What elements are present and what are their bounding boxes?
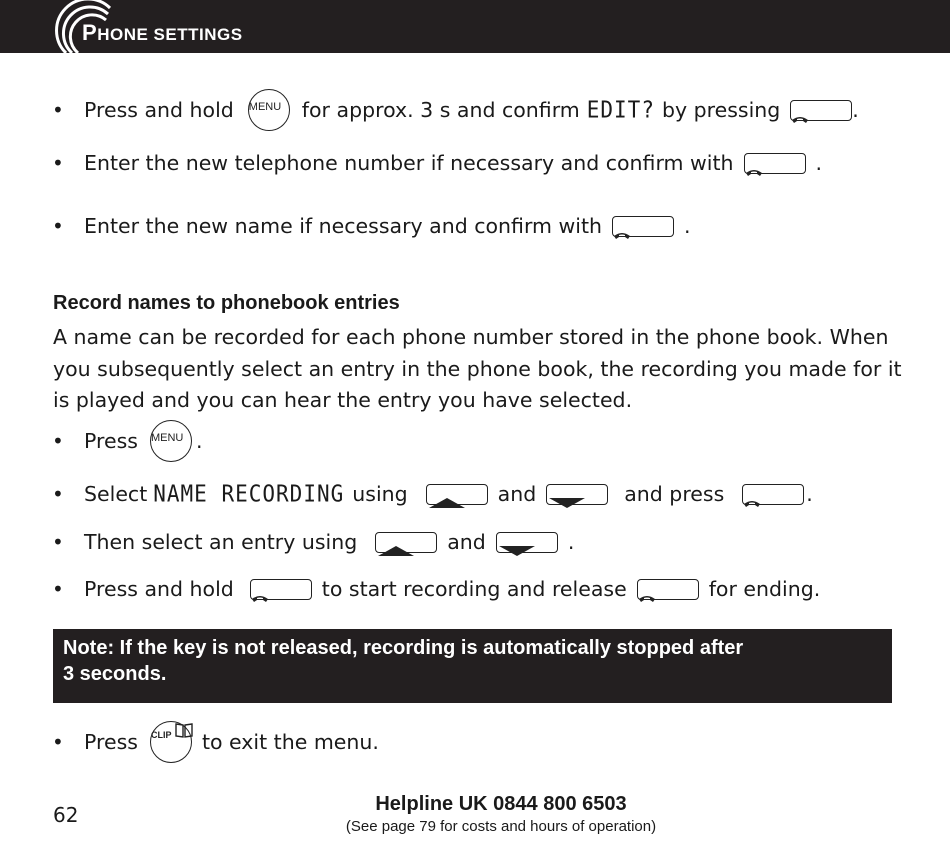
down-key-icon (496, 532, 558, 553)
bullet: • (52, 730, 64, 754)
instruction-text: . (567, 530, 575, 554)
instruction-text: to start recording and release (321, 577, 627, 601)
clip-key-icon (150, 721, 192, 763)
up-key-icon (375, 532, 437, 553)
instruction-text: Select (84, 482, 148, 506)
instruction-text: . (806, 482, 813, 506)
instruction-text: to exit the menu. (201, 730, 379, 754)
bullet: • (52, 530, 64, 554)
instruction-text: . (852, 98, 859, 122)
section-heading: Record names to phonebook entries (53, 292, 400, 314)
bullet: • (52, 482, 64, 506)
lcd-display-text: NAME RECORDING (153, 480, 345, 508)
note-box (53, 629, 892, 703)
bullet: • (52, 98, 64, 122)
up-arrow-icon (427, 497, 467, 509)
note-line: Note: If the key is not released, recording is automatically stopped after (63, 637, 744, 659)
phone-key-icon (250, 579, 312, 600)
menu-key-label: MENU (150, 432, 184, 444)
handset-icon (251, 594, 269, 604)
instruction-text: Enter the new name if necessary and confirm with (84, 214, 603, 238)
up-key-icon (426, 484, 488, 505)
handset-icon (743, 499, 761, 509)
phonebook-icon (174, 722, 194, 738)
menu-key-icon (150, 420, 192, 462)
phone-key-icon (612, 216, 674, 237)
down-arrow-icon (547, 497, 587, 509)
instruction-text: . (684, 214, 691, 238)
bullet: • (52, 214, 64, 238)
instruction-text: and (497, 482, 537, 506)
instruction-text: Enter the new telephone number if necessary and confirm with (84, 151, 734, 175)
clip-key-label: CLIP (150, 730, 172, 740)
menu-key-label: MENU (248, 101, 282, 113)
lcd-display-text: EDIT? (586, 96, 655, 124)
page-number: 62 (53, 803, 79, 827)
phone-key-icon (790, 100, 852, 121)
instruction-text: and press (624, 482, 725, 506)
handset-icon (613, 231, 631, 241)
phone-key-icon (742, 484, 804, 505)
down-key-icon (546, 484, 608, 505)
title-rest: HONE SETTINGS (97, 25, 243, 44)
instruction-text: for approx. 3 s and confirm (301, 98, 580, 122)
instruction-text: Press and hold (84, 98, 234, 122)
section-paragraph: A name can be recorded for each phone number stored in the phone book. When you subsequently select an entry in the phone book, the recording you made for it is played and you can hear the entry you have selected. (53, 325, 902, 412)
page-section-title (82, 20, 243, 46)
instruction-text: Then select an entry using (84, 530, 358, 554)
down-arrow-icon (497, 545, 537, 557)
instruction-text: and (447, 530, 486, 554)
instruction-text: for ending. (708, 577, 821, 601)
menu-key-icon (248, 89, 290, 131)
helpline-text: Helpline UK 0844 800 6503 (375, 793, 627, 815)
instruction-text: Press and hold (84, 577, 234, 601)
handset-icon (638, 594, 656, 604)
instruction-text: . (815, 151, 823, 175)
bullet: • (52, 151, 64, 175)
instruction-text: Press (84, 429, 138, 453)
header-bar (0, 0, 950, 53)
instruction-text: by pressing (661, 98, 781, 122)
bullet: • (52, 577, 64, 601)
bullet: • (52, 429, 64, 453)
handset-icon (745, 168, 763, 178)
instruction-text: . (195, 429, 203, 453)
up-arrow-icon (376, 545, 416, 557)
instruction-text: Press (84, 730, 138, 754)
handset-icon (791, 115, 809, 125)
helpline-note: (See page 79 for costs and hours of operation) (345, 818, 657, 835)
note-line: 3 seconds. (63, 663, 167, 685)
instruction-text: using (352, 482, 408, 506)
title-first-letter: P (82, 20, 98, 45)
phone-key-icon (744, 153, 806, 174)
phone-key-icon (637, 579, 699, 600)
